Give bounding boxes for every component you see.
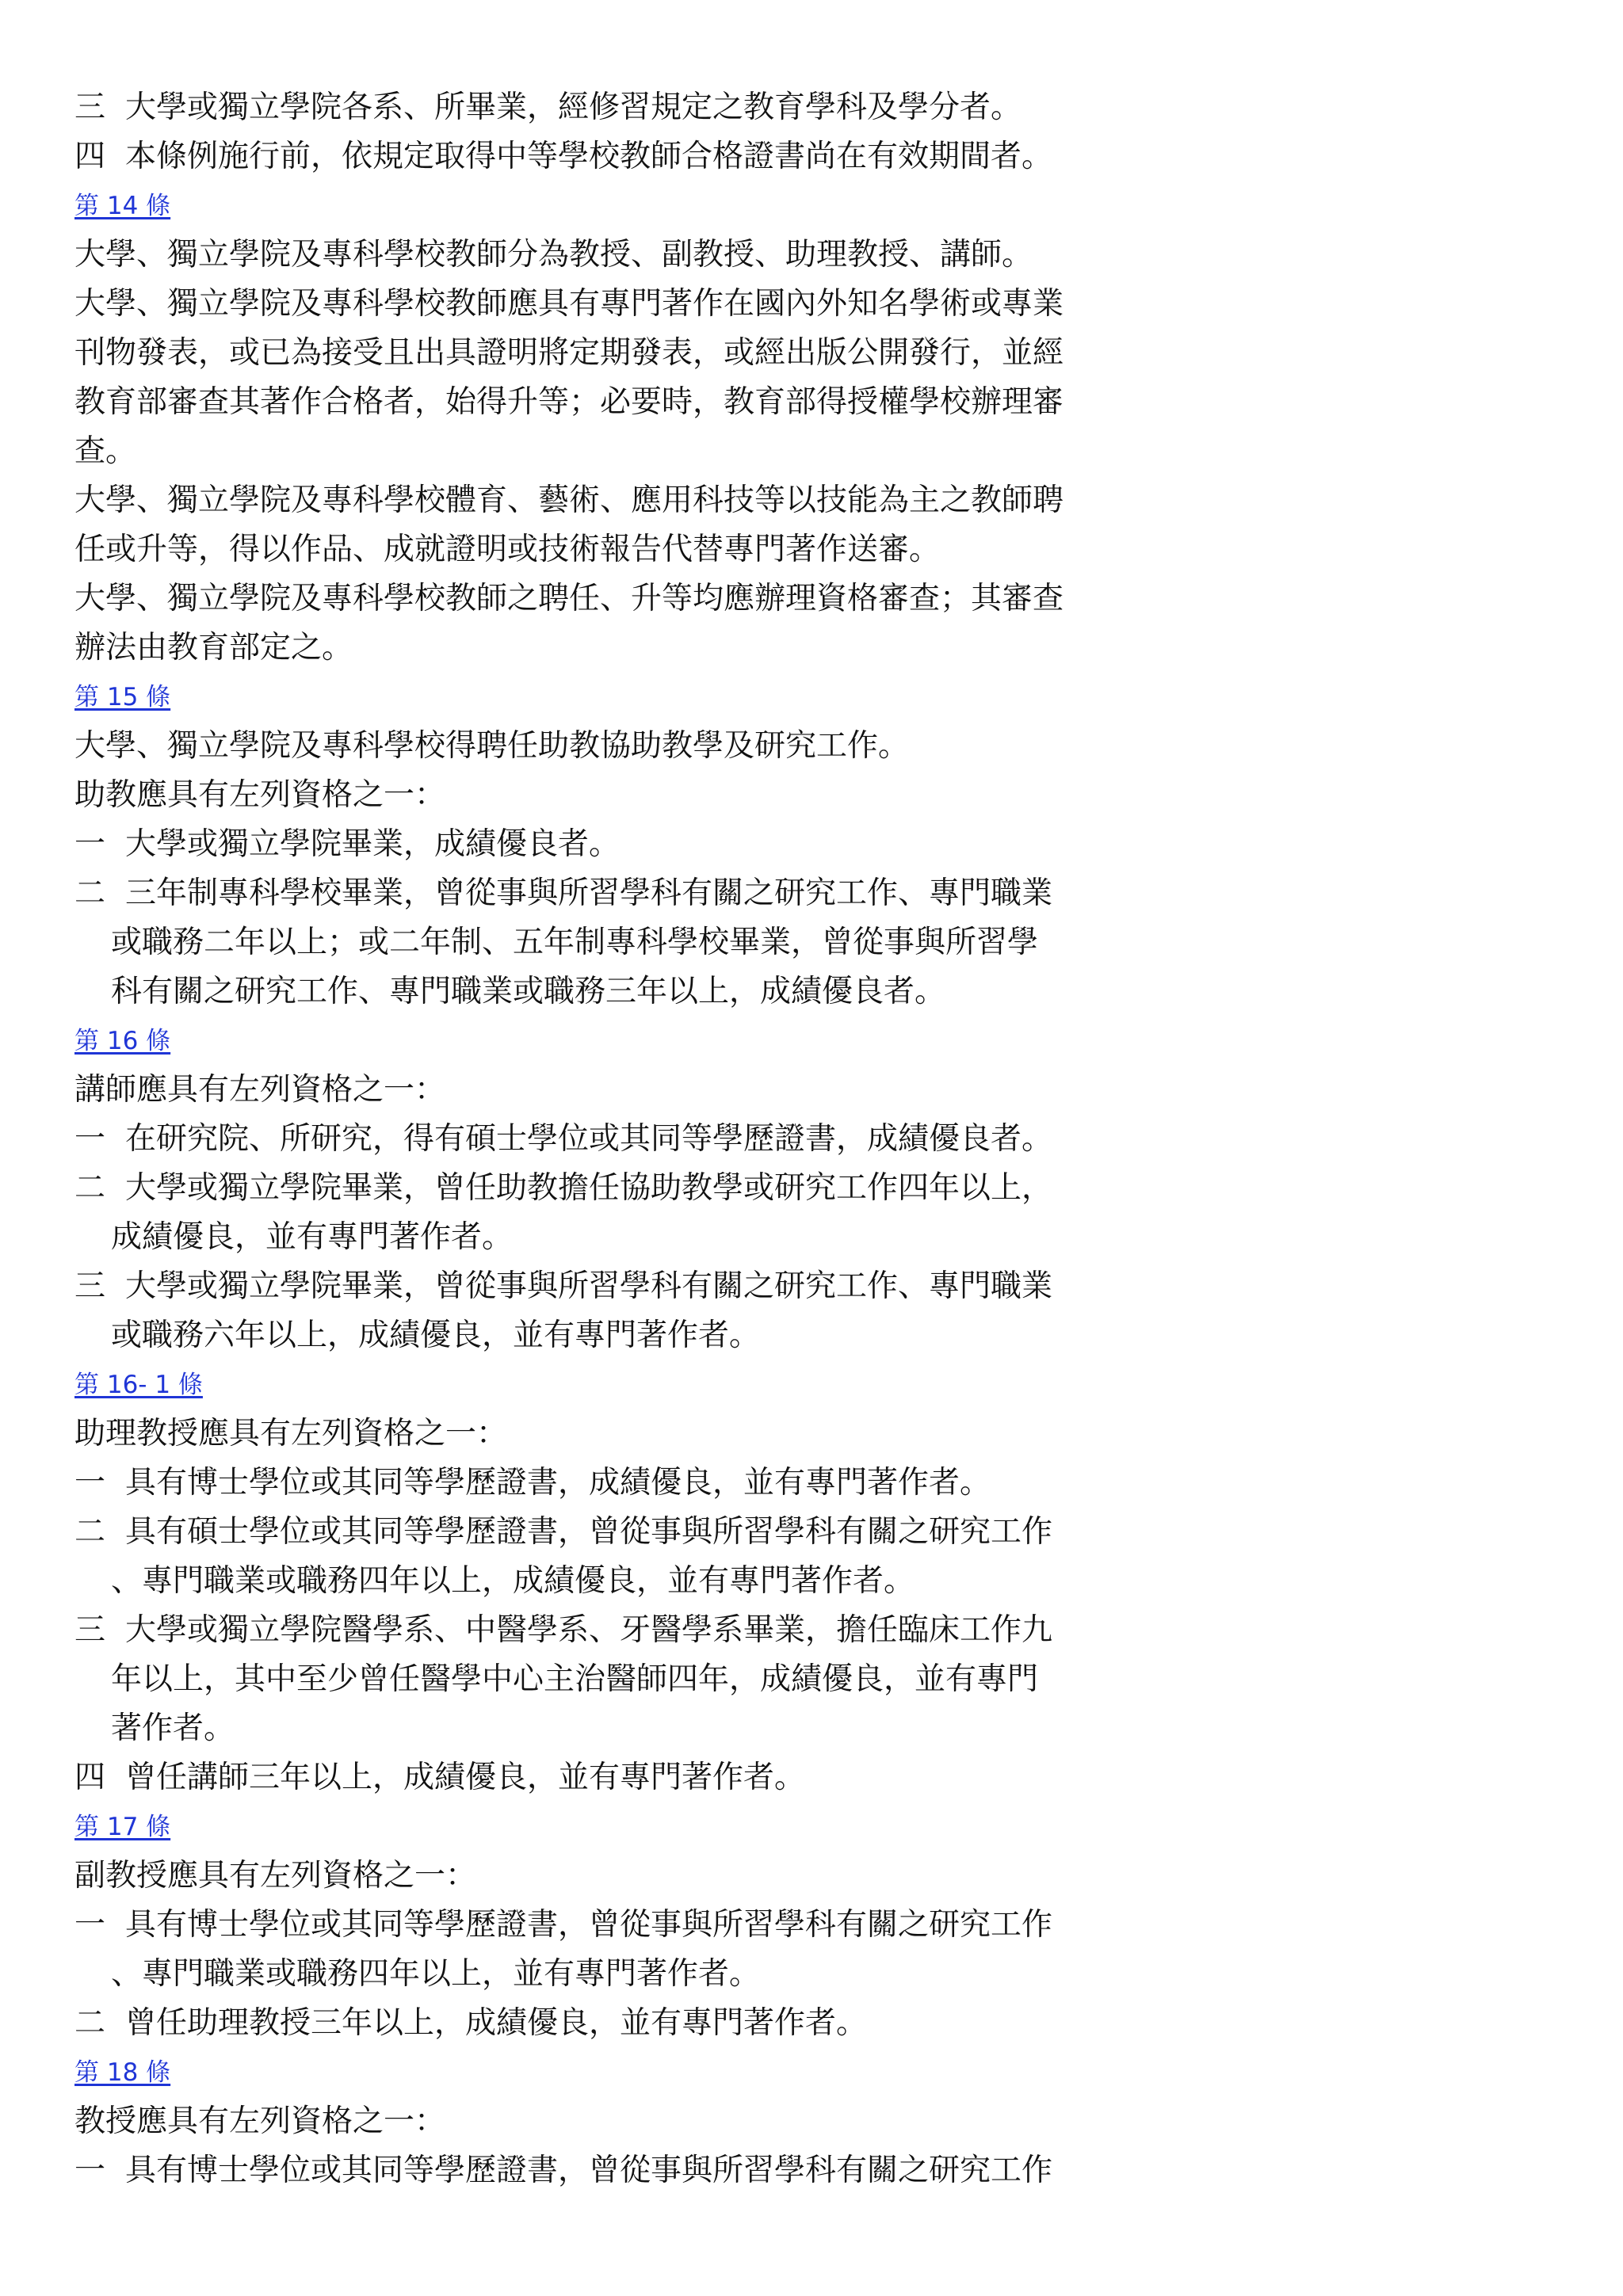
item-number: 三: [74, 1612, 106, 1648]
item-number: 二: [74, 1170, 106, 1206]
article-link[interactable]: 第 15 條: [74, 683, 171, 711]
paragraph-line: 辦法由教育部定之。: [74, 630, 353, 666]
item-number: 二: [74, 2005, 106, 2041]
paragraph-line: 大學、獨立學院及專科學校教師之聘任、升等均應辦理資格審查；其審查: [74, 581, 1064, 616]
article-link[interactable]: 第 17 條: [74, 1813, 171, 1841]
item-number: 四: [74, 1760, 106, 1795]
list-item-continuation: 、專門職業或職務四年以上，成績優良，並有專門著作者。: [111, 1563, 915, 1599]
article-link[interactable]: 第 14 條: [74, 192, 171, 220]
list-item: [74, 2146, 1168, 2195]
paragraph-line: 大學、獨立學院及專科學校體育、藝術、應用科技等以技能為主之教師聘: [74, 482, 1064, 518]
article-link[interactable]: 第 18 條: [74, 2058, 171, 2087]
item-text: 大學或獨立學院畢業，曾從事與所習學科有關之研究工作、專門職業: [125, 1268, 1053, 1304]
list-item: [74, 1753, 1168, 1802]
paragraph-line: 助理教授應具有左列資格之一：: [74, 1416, 508, 1451]
article-heading: [74, 1016, 1168, 1066]
list-item: [74, 1459, 1168, 1508]
list-item: [74, 820, 1168, 869]
item-text: 曾任講師三年以上，成績優良，並有專門著作者。: [125, 1760, 806, 1795]
list-item: [74, 1262, 1168, 1311]
list-item: [74, 1508, 1168, 1557]
paragraph-line: 刊物發表，或已為接受且出具證明將定期發表，或經出版公開發行，並經: [74, 335, 1064, 371]
list-item: [74, 1901, 1168, 1950]
list-item-continuation: 著作者。: [111, 1711, 235, 1746]
article-heading: [74, 181, 1168, 231]
article-link[interactable]: 第 16- 1 條: [74, 1371, 203, 1399]
item-text: 大學或獨立學院畢業，成績優良者。: [125, 826, 621, 862]
item-number: 四: [74, 139, 106, 174]
article-link[interactable]: 第 16 條: [74, 1027, 171, 1055]
item-number: 一: [74, 826, 106, 862]
paragraph-line: 大學、獨立學院及專科學校得聘任助教協助教學及研究工作。: [74, 728, 910, 764]
paragraph-line: 副教授應具有左列資格之一：: [74, 1858, 477, 1894]
paragraph-line: 大學、獨立學院及專科學校教師應具有專門著作在國內外知名學術或專業: [74, 286, 1064, 322]
item-text: 本條例施行前，依規定取得中等學校教師合格證書尚在有效期間者。: [125, 139, 1053, 174]
item-text: 大學或獨立學院畢業，曾任助教擔任協助教學或研究工作四年以上，: [125, 1170, 1053, 1206]
item-text: 曾任助理教授三年以上，成績優良，並有專門著作者。: [125, 2005, 868, 2041]
list-item: [74, 1164, 1168, 1213]
item-number: 二: [74, 1514, 106, 1550]
paragraph-line: 教授應具有左列資格之一：: [74, 2103, 446, 2139]
item-number: 一: [74, 2153, 106, 2188]
item-number: 一: [74, 1465, 106, 1501]
item-number: 一: [74, 1121, 106, 1157]
item-text: 大學或獨立學院醫學系、中醫學系、牙醫學系畢業，擔任臨床工作九: [125, 1612, 1053, 1648]
paragraph-line: 助教應具有左列資格之一：: [74, 777, 446, 813]
paragraph-line: 教育部審查其著作合格者，始得升等；必要時，教育部得授權學校辦理審: [74, 384, 1064, 420]
document-body: [74, 83, 1168, 2195]
item-text: 具有博士學位或其同等學歷證書，曾從事與所習學科有關之研究工作: [125, 2153, 1053, 2188]
paragraph-line: 講師應具有左列資格之一：: [74, 1072, 446, 1108]
article-heading: [74, 1802, 1168, 1852]
list-item: [74, 132, 1168, 181]
item-text: 具有博士學位或其同等學歷證書，曾從事與所習學科有關之研究工作: [125, 1907, 1053, 1943]
paragraph-line: 大學、獨立學院及專科學校教師分為教授、副教授、助理教授、講師。: [74, 237, 1033, 273]
item-number: 三: [74, 90, 106, 125]
item-text: 三年制專科學校畢業，曾從事與所習學科有關之研究工作、專門職業: [125, 875, 1053, 911]
item-text: 具有碩士學位或其同等學歷證書，曾從事與所習學科有關之研究工作: [125, 1514, 1053, 1550]
list-item: [74, 869, 1168, 918]
article-heading: [74, 2048, 1168, 2097]
list-item-continuation: 或職務六年以上，成績優良，並有專門著作者。: [111, 1318, 761, 1353]
list-item: [74, 1606, 1168, 1655]
paragraph-line: 查。: [74, 433, 137, 469]
list-item: [74, 1115, 1168, 1164]
item-text: 在研究院、所研究，得有碩士學位或其同等學歷證書，成績優良者。: [125, 1121, 1053, 1157]
article-heading: [74, 673, 1168, 722]
item-text: 具有博士學位或其同等學歷證書，成績優良，並有專門著作者。: [125, 1465, 991, 1501]
list-item-continuation: 成績優良，並有專門著作者。: [111, 1219, 514, 1255]
paragraph-line: 任或升等，得以作品、成就證明或技術報告代替專門著作送審。: [74, 532, 941, 567]
list-item-continuation: 、專門職業或職務四年以上，並有專門著作者。: [111, 1956, 761, 1992]
item-number: 二: [74, 875, 106, 911]
item-number: 三: [74, 1268, 106, 1304]
item-text: 大學或獨立學院各系、所畢業，經修習規定之教育學科及學分者。: [125, 90, 1022, 125]
item-number: 一: [74, 1907, 106, 1943]
list-item: [74, 1999, 1168, 2048]
article-heading: [74, 1360, 1168, 1409]
list-item: [74, 83, 1168, 132]
list-item-continuation: 或職務二年以上；或二年制、五年制專科學校畢業，曾從事與所習學: [111, 925, 1039, 960]
list-item-continuation: 年以上，其中至少曾任醫學中心主治醫師四年，成績優良，並有專門: [111, 1661, 1039, 1697]
list-item-continuation: 科有關之研究工作、專門職業或職務三年以上，成績優良者。: [111, 974, 946, 1009]
